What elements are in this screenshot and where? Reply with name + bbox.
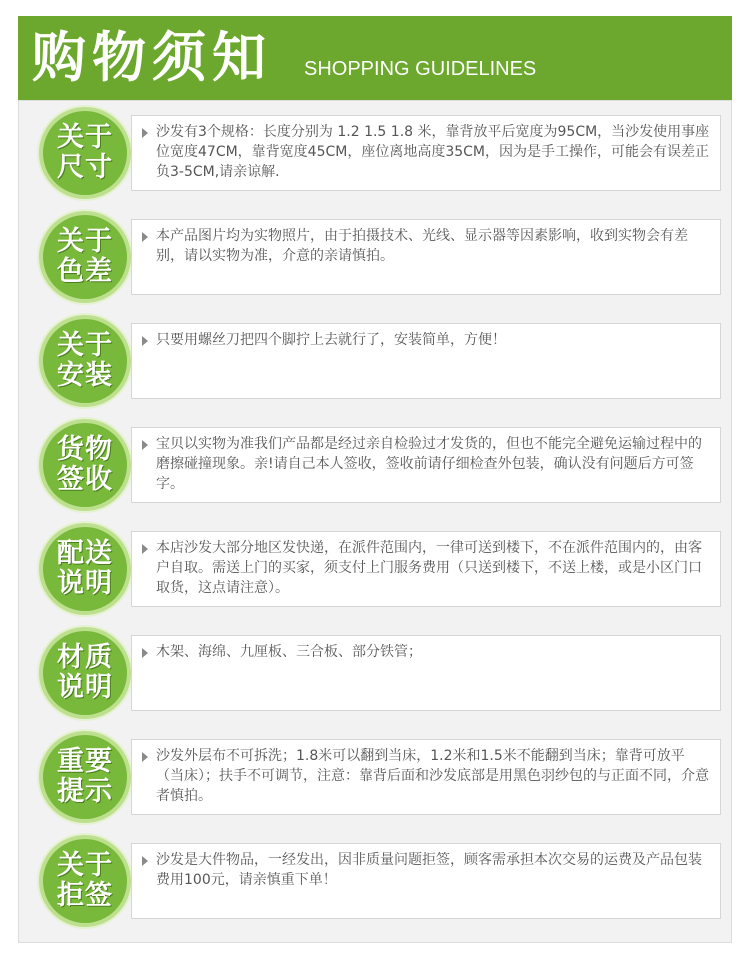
badge-line-2: 提示: [57, 776, 113, 807]
guideline-text: 沙发是大件物品，一经发出，因非质量问题拒签，顾客需承担本次交易的运费及产品包装费用100元，请亲慎重下单！: [156, 852, 702, 888]
badge-refusal: [43, 839, 127, 923]
guideline-text-box: [131, 115, 721, 191]
arrow-right-icon: [142, 648, 148, 658]
arrow-right-icon: [142, 856, 148, 866]
guideline-item-notice: [19, 725, 733, 825]
arrow-right-icon: [142, 440, 148, 450]
guidelines-panel: [18, 100, 732, 943]
badge-line-1: 关于: [57, 226, 113, 257]
badge-line-2: 说明: [57, 568, 113, 599]
guideline-item-receipt: [19, 413, 733, 513]
badge-line-2: 色差: [57, 256, 113, 287]
badge-size: [43, 111, 127, 195]
guideline-text: 本产品图片均为实物照片，由于拍摄技术、光线、显示器等因素影响，收到实物会有差别，请以实物为准，介意的亲请慎拍。: [156, 228, 688, 264]
badge-line-1: 配送: [57, 538, 113, 569]
arrow-right-icon: [142, 752, 148, 762]
guideline-text-box: [131, 531, 721, 607]
guideline-text-box: [131, 739, 721, 815]
guideline-text: 沙发外层布不可拆洗；1.8米可以翻到当床，1.2米和1.5米不能翻到当床；靠背可放平（当床）；扶手不可调节，注意：靠背后面和沙发底部是用黑色羽纱包的与正面不同，介意者慎拍。: [156, 748, 709, 804]
guideline-text-box: [131, 219, 721, 295]
badge-material: [43, 631, 127, 715]
badge-notice: [43, 735, 127, 819]
badge-receipt: [43, 423, 127, 507]
guideline-item-install: [19, 309, 733, 409]
guideline-text-box: [131, 843, 721, 919]
guideline-text-box: [131, 323, 721, 399]
badge-line-2: 说明: [57, 672, 113, 703]
badge-line-1: 重要: [57, 746, 113, 777]
guideline-item-refusal: [19, 829, 733, 929]
guideline-item-delivery: [19, 517, 733, 617]
guideline-text: 只要用螺丝刀把四个脚拧上去就行了，安装简单，方便！: [156, 332, 506, 348]
arrow-right-icon: [142, 336, 148, 346]
badge-line-1: 关于: [57, 850, 113, 881]
badge-line-2: 尺寸: [57, 152, 113, 183]
guideline-text: 沙发有3个规格：长度分别为 1.2 1.5 1.8 米，靠背放平后宽度为95CM，当沙发使用事座位宽度47CM，靠背宽度45CM，座位离地高度35CM，因为是手工操作，可能会有误差正负3-5CM,请亲谅解.: [156, 124, 710, 180]
guideline-text-box: [131, 635, 721, 711]
arrow-right-icon: [142, 128, 148, 138]
header-title: 购物须知: [32, 25, 272, 89]
badge-delivery: [43, 527, 127, 611]
arrow-right-icon: [142, 232, 148, 242]
header-banner: [18, 16, 732, 100]
badge-line-1: 关于: [57, 330, 113, 361]
guideline-text: 宝贝以实物为准我们产品都是经过亲自检验过才发货的，但也不能完全避免运输过程中的磨擦碰撞现象。亲!请自己本人签收，签收前请仔细检查外包装，确认没有问题后方可签字。: [156, 436, 702, 492]
badge-line-2: 签收: [57, 464, 113, 495]
guideline-text: 木架、海绵、九厘板、三合板、部分铁管；: [156, 644, 422, 660]
badge-line-2: 拒签: [57, 880, 113, 911]
guideline-item-color: [19, 205, 733, 305]
guideline-item-size: [19, 101, 733, 201]
badge-install: [43, 319, 127, 403]
badge-line-1: 材质: [57, 642, 113, 673]
guideline-text: 本店沙发大部分地区发快递，在派件范围内，一律可送到楼下，不在派件范围内的，由客户自取。需送上门的买家，须支付上门服务费用（只送到楼下，不送上楼，或是小区门口取货，这点请注意）。: [156, 540, 702, 596]
badge-line-1: 关于: [57, 122, 113, 153]
badge-color: [43, 215, 127, 299]
arrow-right-icon: [142, 544, 148, 554]
badge-line-2: 安装: [57, 360, 113, 391]
badge-line-1: 货物: [57, 434, 113, 465]
header-subtitle: SHOPPING GUIDELINES: [304, 58, 537, 80]
guideline-item-material: [19, 621, 733, 721]
guideline-text-box: [131, 427, 721, 503]
